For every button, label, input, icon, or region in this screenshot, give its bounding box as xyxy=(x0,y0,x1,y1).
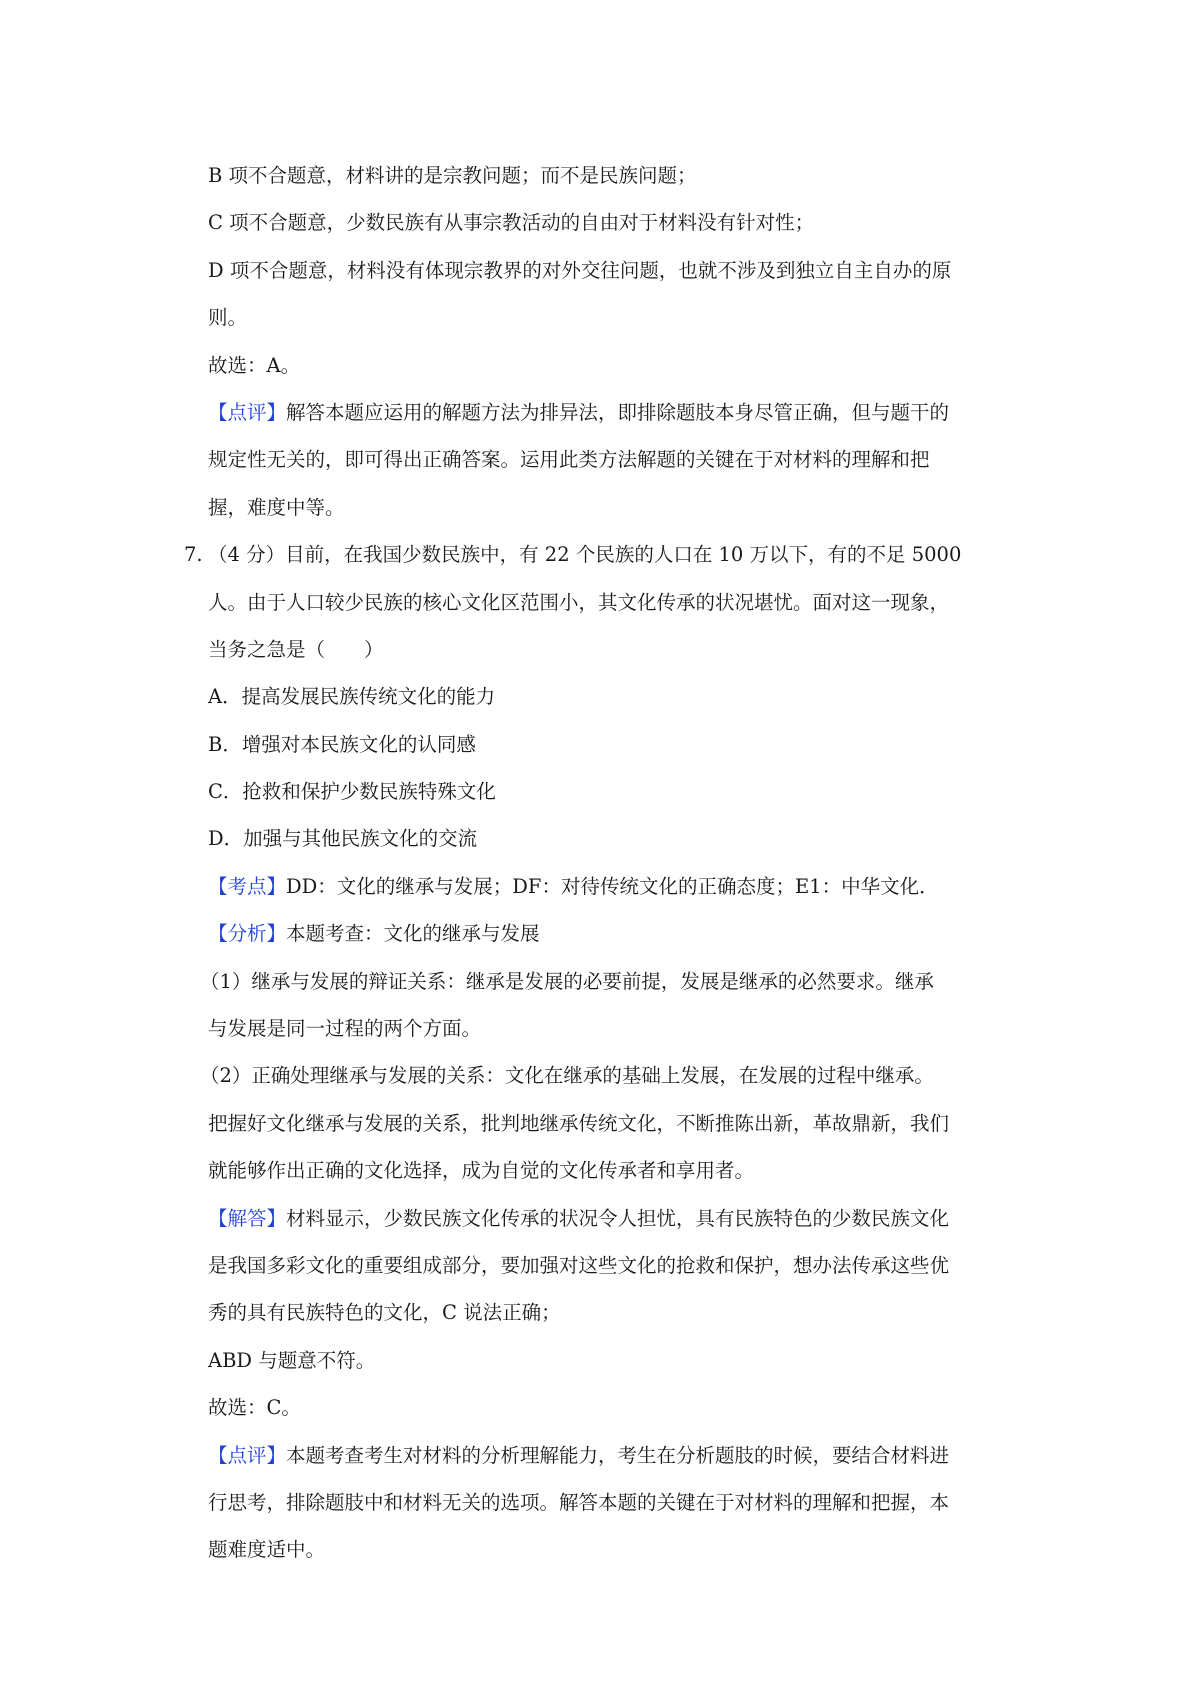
jieda-tag: 【解答】 xyxy=(208,1206,287,1230)
kaodian-line xyxy=(208,863,1028,910)
text-line: C 项不合题意，少数民族有从事宗教活动的自由对于材料没有针对性； xyxy=(208,211,815,235)
text-line: D 项不合题意，材料没有体现宗教界的对外交往问题，也就不涉及到独立自主自办的原 xyxy=(208,258,952,282)
question-number: 7. xyxy=(184,543,203,567)
question-stem-text: （4 分）目前，在我国少数民族中，有 22 个民族的人口在 10 万以下，有的不足 5000 xyxy=(208,543,962,567)
comment-tag: 【点评】 xyxy=(208,400,287,424)
answer-choice: 故选：A。 xyxy=(208,353,301,377)
fenxi-text: 本题考查：文化的继承与发展 xyxy=(286,922,540,946)
question-stem-line xyxy=(184,531,1028,578)
text-line: 是我国多彩文化的重要组成部分，要加强对这些文化的抢救和保护，想办法传承这些优 xyxy=(208,1253,950,1277)
jieda-line xyxy=(208,1195,1028,1242)
answer-choice: 故选：C。 xyxy=(208,1396,301,1420)
text-line: ABD 与题意不符。 xyxy=(208,1348,376,1372)
text-line: 与发展是同一过程的两个方面。 xyxy=(208,1017,482,1041)
question-stem-line: 当务之急是（ ） xyxy=(208,637,384,661)
page-content xyxy=(0,152,1200,1574)
jieda-text: 材料显示，少数民族文化传承的状况令人担忧，具有民族特色的少数民族文化 xyxy=(286,1206,950,1230)
text-line: 则。 xyxy=(208,306,248,330)
option-c: C．抢救和保护少数民族特殊文化 xyxy=(208,780,496,804)
text-line: 把握好文化继承与发展的关系，批判地继承传统文化，不断推陈出新，革故鼎新，我们 xyxy=(208,1111,950,1135)
text-line: 秀的具有民族特色的文化，C 说法正确； xyxy=(208,1301,561,1325)
option-a: A．提高发展民族传统文化的能力 xyxy=(208,685,496,709)
text-line: B 项不合题意，材料讲的是宗教问题；而不是民族问题； xyxy=(208,164,697,187)
fenxi-line xyxy=(208,910,1028,957)
option-b: B．增强对本民族文化的认同感 xyxy=(208,732,476,756)
question-stem-line: 人。由于人口较少民族的核心文化区范围小，其文化传承的状况堪忧。面对这一现象， xyxy=(208,590,950,614)
fenxi-point-1: （1）继承与发展的辩证关系：继承是发展的必要前提，发展是继承的必然要求。继承 xyxy=(200,969,934,993)
dianping-line xyxy=(208,1432,1028,1479)
kaodian-text: DD：文化的继承与发展；DF：对待传统文化的正确态度；E1：中华文化． xyxy=(286,874,939,898)
option-d: D．加强与其他民族文化的交流 xyxy=(208,827,478,851)
text-line: 握，难度中等。 xyxy=(208,495,345,519)
text-line: 行思考，排除题肢中和材料无关的选项。解答本题的关键在于对材料的理解和把握，本 xyxy=(208,1490,950,1514)
dianping-text: 本题考查考生对材料的分析理解能力，考生在分析题肢的时候，要结合材料进 xyxy=(286,1443,950,1467)
fenxi-point-2: （2）正确处理继承与发展的关系：文化在继承的基础上发展，在发展的过程中继承。 xyxy=(200,1064,934,1088)
text-line: 就能够作出正确的文化选择，成为自觉的文化传承者和享用者。 xyxy=(208,1159,755,1183)
dianping-tag: 【点评】 xyxy=(208,1443,287,1467)
text-line: 题难度适中。 xyxy=(208,1538,326,1562)
text-line xyxy=(200,1052,1028,1099)
comment-line xyxy=(208,389,1028,436)
text-line xyxy=(200,958,1028,1005)
fenxi-tag: 【分析】 xyxy=(208,922,287,946)
kaodian-tag: 【考点】 xyxy=(208,874,287,898)
comment-text: 解答本题应运用的解题方法为排异法，即排除题肢本身尽管正确，但与题干的 xyxy=(286,400,950,424)
text-line: 规定性无关的，即可得出正确答案。运用此类方法解题的关键在于对材料的理解和把 xyxy=(208,448,930,472)
